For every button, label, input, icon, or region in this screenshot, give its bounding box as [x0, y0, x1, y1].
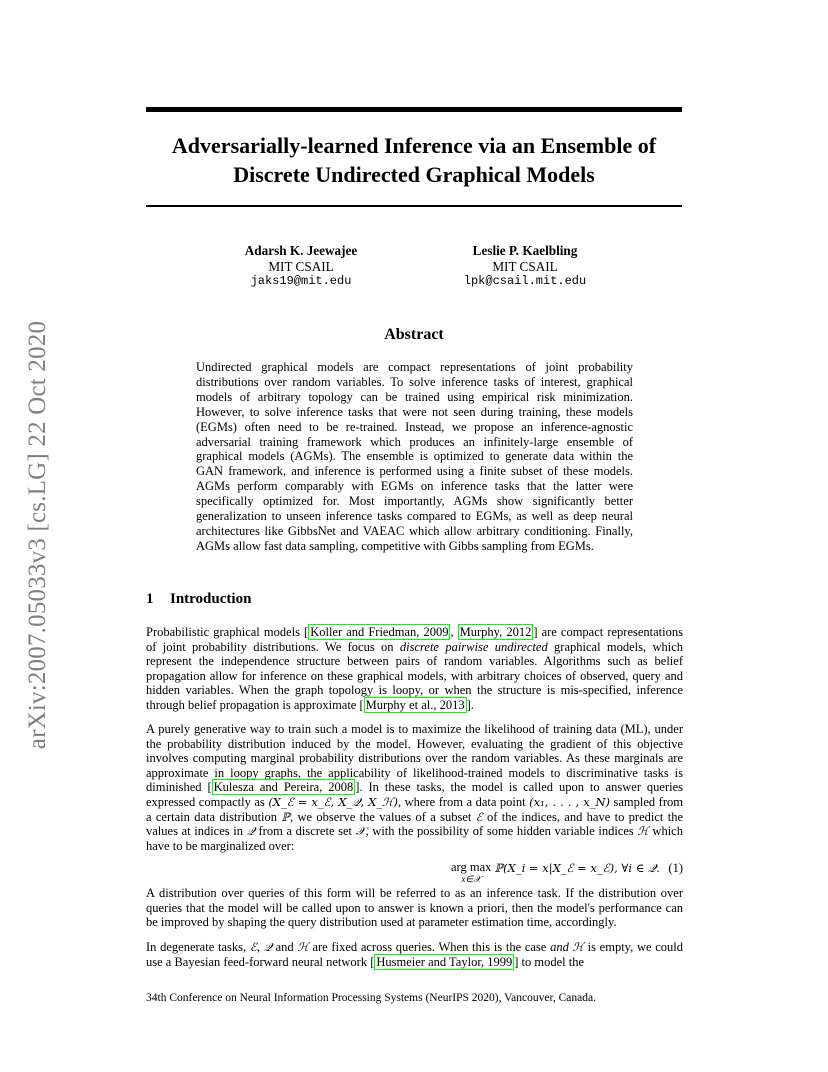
abstract-heading: Abstract [384, 326, 444, 343]
text-run: , [256, 940, 264, 954]
text-run: graphical models, which represent the independence structure between pairs of random variables. Algorithms such as belief propagation allow for inference on these graphical models, with arbitrary choices of observed, query and hidden variables. When the graph topology is loopy, or when the structure is mis-specified, inference through belief propagation is approximate [ [146, 639, 683, 712]
intro-paragraph-2 [146, 722, 683, 853]
equation-1 [146, 858, 683, 884]
math-expression: ℰ [475, 809, 483, 824]
text-run: which have to be marginalized over: [146, 824, 683, 853]
title-line-1: Adversarially-learned Inference via an Ensemble of [171, 133, 657, 158]
title-bottom-rule [146, 205, 682, 207]
text-run: and [271, 940, 298, 954]
intro-paragraph-4 [146, 940, 683, 969]
citation-link[interactable]: Kulesza and Pereira, 2008 [213, 780, 354, 795]
text-run: , where from a data point [398, 794, 530, 809]
argmax-operator [451, 861, 491, 885]
title-top-rule [146, 107, 682, 112]
text-run: of the indices, and have to predict the values at indices in [146, 809, 683, 839]
section-number: 1 [146, 591, 154, 607]
math-expression: (x₁, . . . , x_N) [529, 794, 610, 809]
arxiv-stamp-text: arXiv:2007.05033v3 [cs.LG] 22 Oct 2020 [24, 320, 51, 750]
citation-link[interactable]: Murphy, 2012 [459, 625, 532, 639]
text-run: are fixed across queries. When this is the case [308, 940, 551, 954]
text-run: ] to model the [514, 954, 585, 969]
text-run: is empty, we could use a Bayesian feed-forward neural network [ [146, 940, 684, 969]
abstract-body: Undirected graphical models are compact representations of joint probability distributions over random variables. To solve inference tasks of interest, graphical models of arbitrary topology can be trained using empirical risk minimization. However, to solve inference tasks that were not seen during training, these models (EGMs) often need to be re-trained. Instead, we propose an inference-agnostic adversarial training framework which produces an infinitely-large ensemble of graphical models (AGMs). The ensemble is optimized to generate data within the GAN framework, and inference is performed using a finite subset of these models. AGMs perform comparably with EGMs on inference tasks that the latter were specifically optimized for. Most importantly, AGMs show significantly better generalization to unseen inference tasks compared to EGMs, as well as deep neural architectures like GibbsNet and VAEAC which allow arbitrary conditioning. Finally, AGMs allow fast data sampling, competitive with Gibbs sampling from EGMs. [196, 360, 633, 553]
citation-link[interactable]: Murphy et al., 2013 [365, 697, 465, 712]
title-line-2: Discrete Undirected Graphical Models [233, 162, 595, 187]
text-run: sampled from a certain data distribution [146, 794, 683, 824]
equation-number: (1) [668, 861, 683, 875]
author-name: Leslie P. Kaelbling [472, 243, 578, 258]
math-expression: ℋ [297, 940, 309, 954]
argmax-label: arg max [451, 860, 492, 874]
text-run: In degenerate tasks, [146, 940, 250, 954]
author-email[interactable]: lpk@csail.mit.edu [463, 274, 587, 288]
text-run: , we observe the values of a subset [290, 809, 476, 824]
math-expression: ℋ [637, 824, 649, 839]
math-expression: (X_ℰ = x_ℰ, X_𝒬, X_ℋ) [268, 794, 399, 809]
author-block-2 [440, 243, 610, 290]
citation-link[interactable]: Husmeier and Taylor, 1999 [376, 954, 513, 969]
text-run: from a discrete set [254, 824, 356, 839]
text-run: ]. [466, 697, 474, 712]
section-heading-introduction [146, 591, 682, 608]
math-expression: 𝒳 [355, 824, 366, 839]
equation-expression [451, 861, 660, 885]
text-run: , with the possibility of some hidden variable indices [365, 824, 638, 839]
argmax-subscript: x∈𝒳 [461, 874, 481, 884]
text-run: , [450, 625, 458, 639]
author-affiliation: MIT CSAIL [492, 258, 558, 274]
math-expression: ℰ [249, 940, 257, 954]
text-run: ]. In these tasks, the model is called upon to answer queries expressed compactly as [146, 780, 684, 809]
math-expression: 𝒬 [263, 940, 272, 954]
author-block-1 [216, 243, 386, 290]
text-run: ] are compact representations of joint probability distributions. We focus on [146, 625, 683, 654]
arxiv-identifier-stamp [16, 290, 60, 780]
paper-title [146, 131, 682, 189]
text-run: A purely generative way to train such a model is to maximize the likelihood of training data (ML), under the probability distribution induced by the model. However, evaluating the gradient of this objective involves computing marginal probability distributions over the random variables. As these marginals are approximate in loopy graphs, the applicability of likelihood-trained models to discriminative tasks is diminished [ [146, 722, 683, 795]
text-run: Probabilistic graphical models [ [146, 625, 309, 639]
emphasis-text: discrete pairwise undirected [399, 639, 548, 654]
math-expression: ℙ [281, 809, 291, 824]
author-name: Adarsh K. Jeewajee [244, 243, 358, 258]
author-affiliation: MIT CSAIL [268, 258, 334, 274]
math-expression: ℋ [572, 940, 584, 954]
intro-paragraph-1 [146, 625, 683, 713]
section-title: Introduction [170, 591, 252, 607]
author-email[interactable]: jaks19@mit.edu [250, 274, 352, 288]
citation-link[interactable]: Koller and Friedman, 2009 [310, 625, 449, 639]
math-expression: 𝒬 [246, 824, 255, 839]
intro-paragraph-3: A distribution over queries of this form will be referred to as an inference task. If the distribution over queries that the model will be called upon to answer is known a priori, then the model's performance can be improved by shaping the query distribution used at parameter estimation time, accordingly. [146, 886, 683, 930]
emphasis-text: and [550, 940, 569, 954]
equation-body: ℙ(X_i = x|X_ℰ = x_ℰ), ∀i ∈ 𝒬. [494, 861, 660, 875]
conference-footer: 34th Conference on Neural Information Processing Systems (NeurIPS 2020), Vancouver, Canada. [146, 992, 596, 1004]
